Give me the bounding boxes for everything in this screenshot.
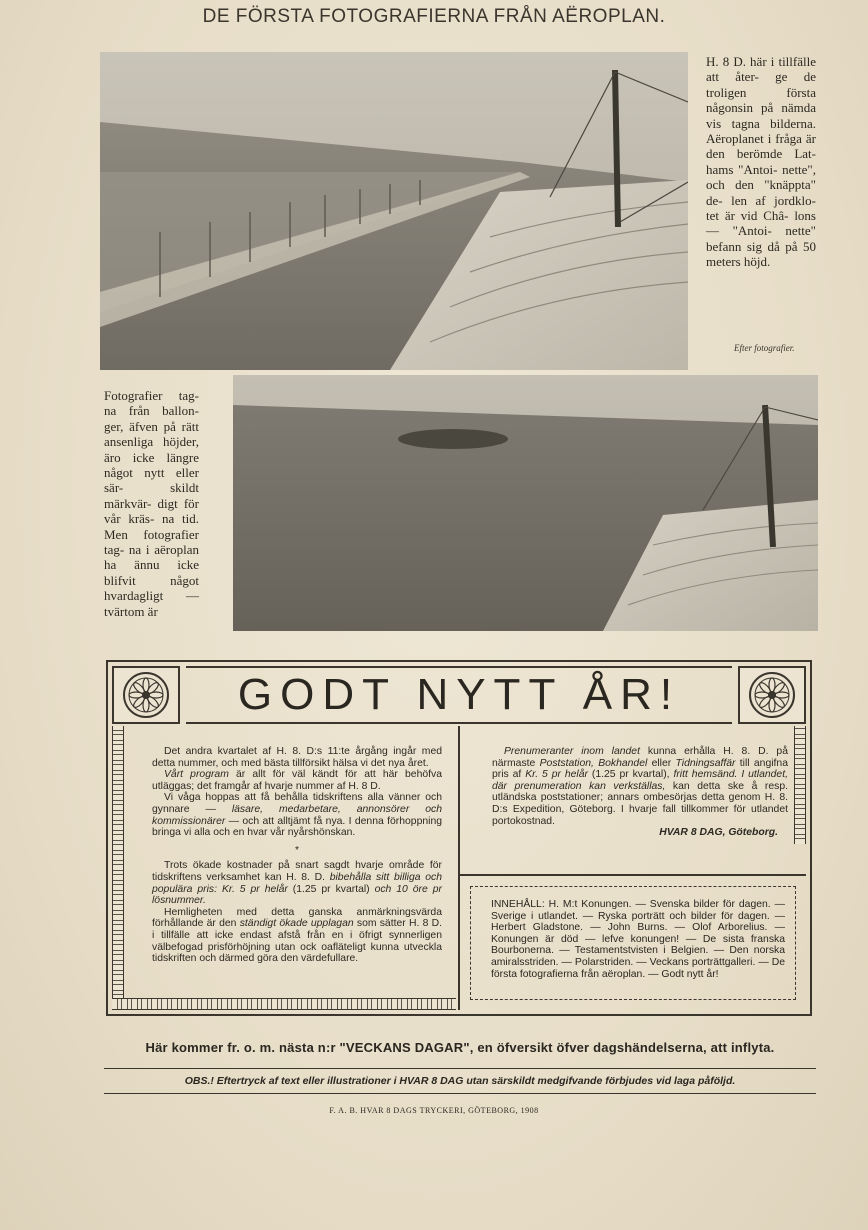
emphasis: Prenumeranter inom landet <box>504 746 640 757</box>
text: Vi våga hoppas att få behålla tidskriftens alla vänner och gynnare — <box>152 792 442 815</box>
ornamental-border-left <box>112 726 124 1010</box>
bottom-notice: Här kommer fr. o. m. nästa n:r "VECKANS DAGAR", en öfversikt öfver dagshändelserna, att inflyta. <box>145 1040 775 1055</box>
text: (1.25 pr kvartal) <box>287 883 375 895</box>
ornamental-border-right <box>794 726 806 844</box>
column-divider <box>458 726 460 1010</box>
emphasis: Kr. 5 pr helår <box>525 769 588 781</box>
photo-credit: Efter fotografier. <box>734 343 795 353</box>
text: Trots ökade kostnader på snart sagdt hvarje område för tidskriftens verksamhet kan H. 8. D. <box>152 860 442 883</box>
text: Hemligheten med detta ganska anmärkningsvärda förhållande är den <box>152 906 442 930</box>
emphasis: ständigt ökade upplagan <box>239 918 354 930</box>
table-of-contents: INNEHÅLL: H. M:t Konungen. — Svenska bilder för dagen. — Sverige i utlandet. — Ryska porträtt och bilder för dagen. — Herbert Gladstone. — John Burns. — Olof Arborelius. — Konungen är död — lefve konungen! — De sista franska Bourbonerna. — Testamentstvisten i Belgien. — Den norska amiralsstriden. — Polarstriden. — Veckans porträttgalleri. — De första fotografierna från aëroplan. — Godt nytt år! <box>470 886 796 1000</box>
text: kunna erhålla H. 8. D. på närmaste <box>492 746 788 769</box>
ornamental-border-bottom <box>112 998 456 1010</box>
aerial-photo-2 <box>233 375 818 631</box>
paragraph <box>152 860 442 906</box>
text: till angifna pris af <box>492 757 788 781</box>
right-column-text: H. 8 D. här i tillfälle att åter- ge de troligen första någonsin på nämda vis tagna bilderna. Aëroplanet i fråga är den berömde Lat- hams "Antoi- nette", och den "knäppta" de- len af jordklo- tet är vid Châ- lons — "Antoi- nette" befann sig då på 50 meters höjd. <box>706 54 816 270</box>
text: är allt för väl kändt för att här behöfva utläggas; det framgår af hvarje nummer af H. 8 D. <box>152 769 442 792</box>
rule <box>104 1068 816 1069</box>
subscription-info <box>492 746 788 839</box>
subscription-announcement <box>152 746 442 965</box>
paragraph <box>492 746 788 827</box>
printer-line: F. A. B. HVAR 8 DAGS TRYCKERI, GÖTEBORG, 1908 <box>329 1106 539 1115</box>
rosette-ornament-left <box>112 666 180 724</box>
emphasis: Tidningsaffär <box>675 757 736 769</box>
signature: HVAR 8 DAG, Göteborg. <box>659 827 778 839</box>
rule <box>104 1093 816 1094</box>
copyright-notice: OBS.! Eftertryck af text eller illustrationer i HVAR 8 DAG utan särskildt medgifvande förbjudes vid laga påföljd. <box>184 1075 736 1087</box>
aerial-photo-1-image <box>100 52 688 370</box>
rosette-icon <box>114 668 178 722</box>
emphasis: fritt hemsänd. I utlandet, där prenumeration kan verkställas, <box>492 769 788 792</box>
text: — och att alltjämt få nya. I denna förhoppning bringa vi alla och en hvar vår nyårshönskan. <box>152 815 442 839</box>
section-divider <box>458 874 806 876</box>
emphasis: Vårt program <box>164 769 229 781</box>
emphasis: och 10 öre pr lösnummer. <box>152 883 442 907</box>
text: kan detta ske å resp. utländska poststationer; annars ombesörjas detta genom H. 8. D:s Expedition, Göteborg. I hvarje fall tillkommer för utlandet portokostnad. <box>492 780 788 827</box>
text: eller <box>647 757 676 769</box>
text: som sätter H. 8 D. i tillfälle att icke endast afstå från en i öfrigt synnerligen välbefogad prisförhöjning utan ock oafläteligt kunna utveckla tidskriften och därmed göra den värdefullare. <box>152 918 442 965</box>
left-column-text: Fotografier tag- na från ballon- ger, äfven på rätt ansenliga höjder, äro icke längre något nytt eller sär- skildt märkvär- digt för vår kräs- na tid. Men fotografier tag- na i aëroplan ha ännu icke blifvit något hvardagligt — tvärtom är <box>104 388 199 619</box>
rosette-ornament-right <box>738 666 806 724</box>
page-heading: DE FÖRSTA FOTOGRAFIERNA FRÅN AËROPLAN. <box>202 6 666 27</box>
rosette-icon <box>740 668 804 722</box>
paragraph: Det andra kvartalet af H. 8. D:s 11:te årgång ingår med detta nummer, och med bästa tillförsikt hälsa vi det nya året. <box>152 746 442 769</box>
emphasis: Poststation, Bokhandel <box>539 757 648 769</box>
aerial-photo-2-image <box>233 375 818 631</box>
emphasis: läsare, medarbetare, annonsörer och kommissionärer <box>152 803 442 827</box>
aerial-photo-1 <box>100 52 688 370</box>
banner-title: GODT NYTT ÅR! <box>186 666 732 724</box>
text: (1.25 pr kvartal), <box>587 769 674 781</box>
emphasis: bibehålla sitt billiga och populära pris: Kr. 5 pr helår <box>152 871 442 895</box>
separator-star: * <box>294 844 300 856</box>
paragraph <box>152 769 442 792</box>
paragraph <box>152 792 442 838</box>
paragraph <box>152 907 442 965</box>
